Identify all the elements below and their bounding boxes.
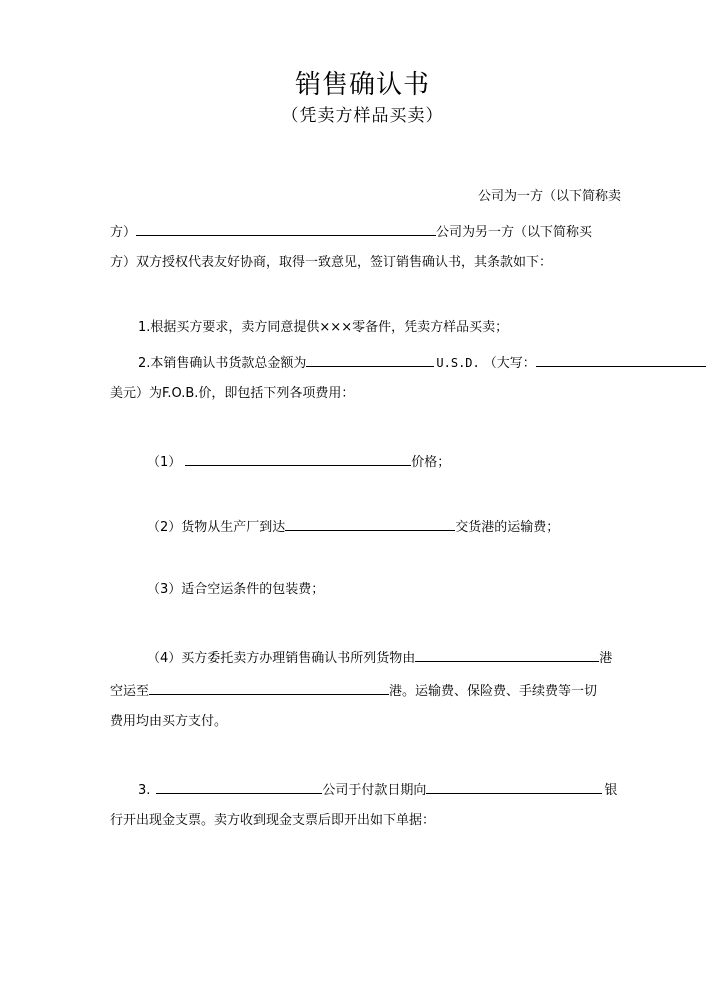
item-4-line-3-text: 费用均由买方支付。 — [110, 714, 228, 729]
intro-line-2 — [110, 222, 592, 241]
item-4-line-3 — [110, 714, 227, 730]
item-4-line-2 — [110, 681, 597, 700]
clause-1-text: 1.根据买方要求，卖方同意提供×××零备件，凭卖方样品买卖； — [138, 320, 509, 335]
item-4-line-2-prefix: 空运至 — [110, 684, 150, 699]
clause-3-suffix: 银 — [604, 783, 618, 798]
item-1-num: （1） — [147, 455, 182, 470]
origin-port-blank[interactable] — [415, 648, 599, 662]
item-4 — [147, 648, 612, 667]
intro-line-3 — [110, 255, 552, 271]
buyer-company-blank[interactable] — [136, 222, 436, 236]
item-1-suffix: 价格； — [411, 455, 451, 470]
clause-3-line-2-text: 行开出现金支票。卖方收到现金支票后即开出如下单据： — [110, 813, 436, 828]
item-3 — [147, 582, 324, 598]
item-3-num: （3） — [147, 582, 182, 597]
currency-label: U.S.D. — [436, 356, 480, 370]
clause-2-line-2 — [110, 386, 354, 402]
item-4-num: （4） — [147, 651, 182, 666]
clause-3-num: 3. — [138, 783, 151, 798]
item-4-suffix: 港 — [599, 651, 613, 666]
document-subtitle: （凭卖方样品买卖） — [281, 106, 444, 126]
item-2-num: （2） — [147, 520, 182, 535]
item-2-suffix: 交货港的运输费； — [455, 520, 560, 535]
clause-3 — [138, 780, 617, 799]
destination-port-blank[interactable] — [149, 681, 389, 695]
intro-line-3-text: 方）双方授权代表友好协商，取得一致意见，签订销售确认书，其条款如下： — [110, 255, 553, 270]
clause-3-line-2 — [110, 813, 435, 829]
delivery-blank[interactable] — [285, 517, 455, 531]
clause-2-line-2-text: 美元）为F.O.B.价，即包括下列各项费用： — [110, 386, 355, 401]
payer-company-blank[interactable] — [156, 780, 322, 794]
bank-blank[interactable] — [426, 780, 602, 794]
item-2 — [147, 517, 559, 536]
item-3-text: 适合空运条件的包装费； — [181, 582, 325, 597]
clause-3-middle: 公司于付款日期向 — [322, 783, 427, 798]
item-4-prefix: 买方委托卖方办理销售确认书所列货物由 — [181, 651, 416, 666]
intro-line-2-prefix: 方） — [110, 225, 137, 240]
clause-2 — [138, 353, 706, 372]
item-1 — [147, 452, 450, 471]
item-4-line-2-suffix: 港。运输费、保险费、手续费等一切 — [389, 684, 598, 699]
price-blank[interactable] — [185, 452, 411, 466]
clause-2-prefix: 2.本销售确认书货款总金额为 — [138, 356, 307, 371]
intro-line-1-text: 公司为一方（以下简称卖 — [478, 189, 622, 204]
amount-words-label: （大写： — [483, 356, 536, 371]
document-title: 销售确认书 — [294, 70, 430, 100]
clause-1 — [138, 320, 508, 336]
intro-line-2-suffix: 公司为另一方（以下简称买 — [436, 225, 593, 240]
total-amount-blank[interactable] — [306, 353, 434, 367]
amount-words-blank[interactable] — [536, 353, 706, 367]
item-2-prefix: 货物从生产厂到达 — [181, 520, 286, 535]
intro-line-1 — [478, 189, 621, 205]
